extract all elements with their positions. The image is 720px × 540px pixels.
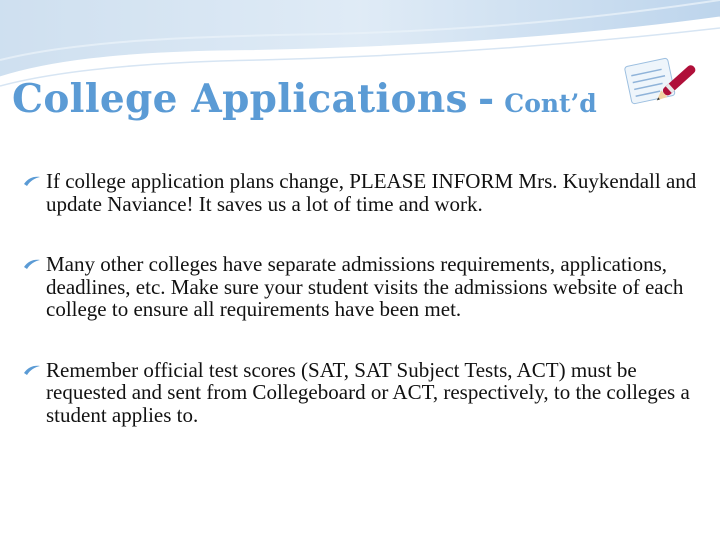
title-continued: Cont’d [504, 89, 597, 118]
bullet-item-3 [20, 359, 700, 427]
paper-pen-icon [620, 52, 706, 108]
bullet-text: Remember official test scores (SAT, SAT Subject Tests, ACT) must be requested and sent from Collegeboard or ACT, respectively, to the colleges a student applies to. [46, 357, 690, 427]
swoosh-bullet-icon [23, 258, 41, 270]
bullet-item-1 [20, 170, 700, 215]
bullet-list [20, 170, 700, 464]
bullet-text: If college application plans change, PLEASE INFORM Mrs. Kuykendall and update Naviance! It saves us a lot of time and work. [46, 169, 697, 216]
title-separator: - [477, 76, 495, 122]
title-main: College Applications [12, 76, 468, 122]
bullet-text: Many other colleges have separate admissions requirements, applications, deadlines, etc. Make sure your student visits the admissions website of each college to ensure all requirements have been met. [46, 252, 684, 321]
swoosh-bullet-icon [23, 364, 41, 376]
swoosh-bullet-icon [23, 175, 41, 187]
bullet-item-2 [20, 253, 700, 321]
slide-title [12, 76, 597, 122]
